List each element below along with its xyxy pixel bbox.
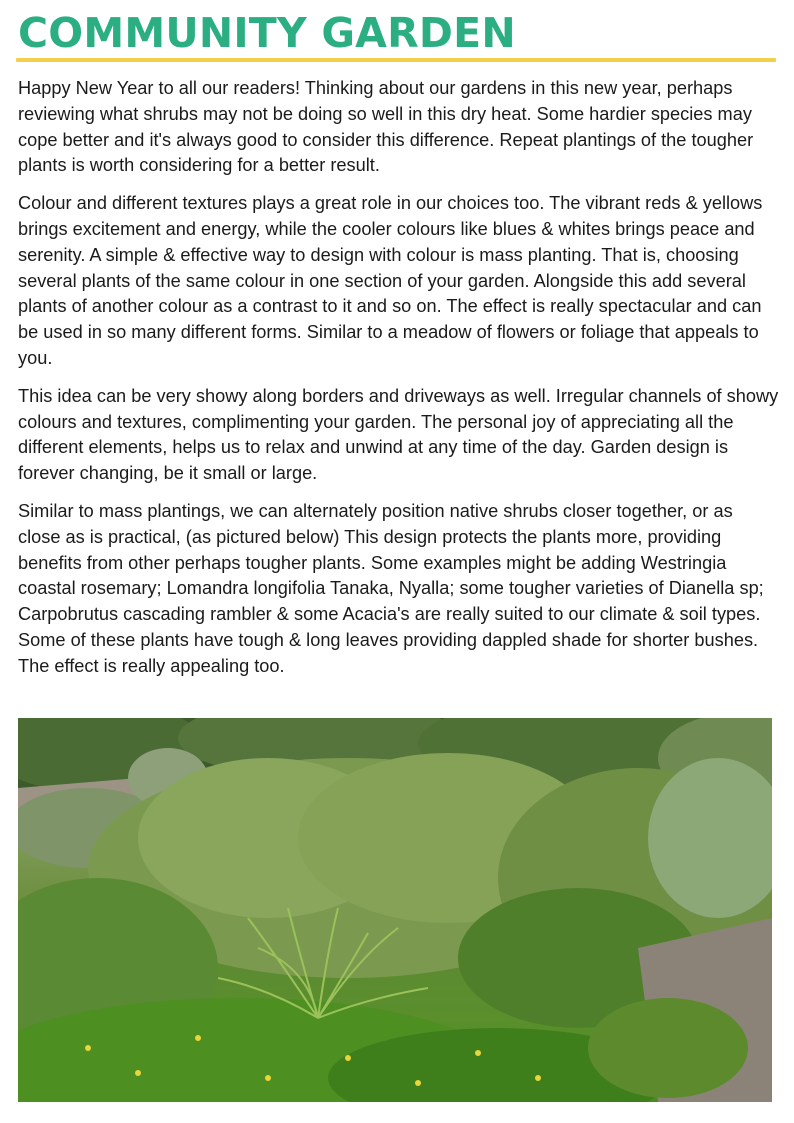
paragraph: Similar to mass plantings, we can alternately position native shrubs closer together, or as close as is practical, (as pictured below) This design protects the plants more, providing benefits from other perhaps tougher plants. Some examples might be adding Westringia coastal rosemary; Lomandra longifolia Tanaka, Nyalla; some tougher varieties of Dianella sp; Carpobrutus cascading rambler & some Acacia's are really suited to our climate & soil types. Some of these plants have tough & long leaves providing dappled shade for shorter bushes. The effect is really appealing too.	[18, 500, 764, 676]
title-underline	[16, 58, 776, 62]
page-title: COMMUNITY GARDEN	[18, 9, 516, 57]
paragraph: This idea can be very showy along borders and driveways as well. Irregular channels of showy colours and textures, complimenting your garden. The personal joy of appreciating all the different elements, helps us to relax and unwind at any time of the day. Garden design is forever changing, be it small or large.	[18, 385, 779, 484]
article-body	[18, 76, 780, 692]
garden-photo-illustration	[18, 718, 772, 1102]
paragraph: Happy New Year to all our readers! Thinking about our gardens in this new year, perhaps reviewing what shrubs may not be doing so well in this dry heat. Some hardier species may cope better and it's always good to consider this difference. Repeat plantings of the tougher plants is worth considering for a better result.	[18, 78, 754, 176]
paragraph: Colour and different textures plays a great role in our choices too. The vibrant reds & yellows brings excitement and energy, while the cooler colours like blues & whites brings peace and serenity. A simple & effective way to design with colour is mass planting. That is, choosing several plants of the same colour in one section of your garden. Alongside this add several plants of another colour as a contrast to it and so on. The effect is really spectacular and can be used in so many different forms. Similar to a meadow of flowers or foliage that appeals to you.	[18, 193, 763, 368]
garden-photo	[18, 718, 772, 1102]
